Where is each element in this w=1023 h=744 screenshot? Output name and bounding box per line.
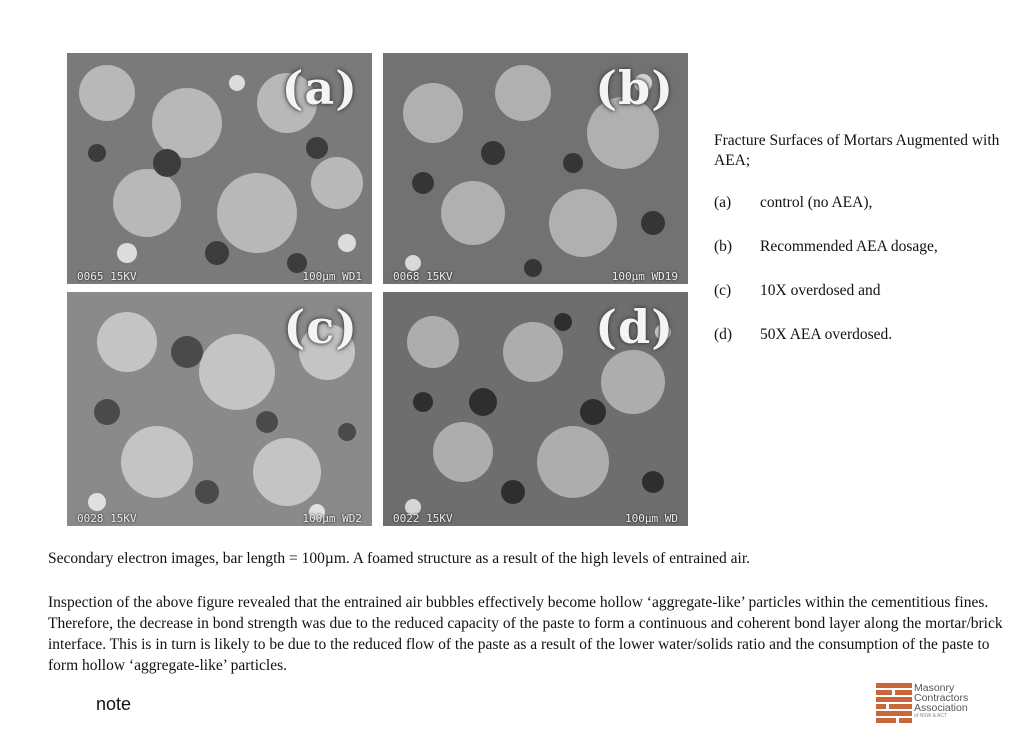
- body-paragraph: Inspection of the above figure revealed that the entrained air bubbles effectively become hollow ‘aggregate-like’ particles within the cementitious fines. Therefore, the decrease in bond strength was due to the reduced capacity of the paste to form a continuous and coherent bond layer along the mortar/brick interface. This is in turn is likely to be due to the reduced flow of the paste as a result of the lower water/solids ratio and the consumption of the paste to form hollow ‘aggregate-like’ particles.: [48, 594, 1003, 674]
- sem-info-left: 0028 15KV: [77, 511, 137, 525]
- sem-info-right: 100µm WD19: [611, 269, 678, 283]
- legend-item: [714, 281, 1004, 301]
- panel-label-b: (b): [595, 61, 674, 115]
- sem-image-c: [67, 292, 372, 526]
- brick-logo-icon: [876, 683, 912, 723]
- sem-image-d: [383, 292, 688, 526]
- sem-info-left: 0022 15KV: [393, 511, 453, 525]
- logo-subline: of NSW & ACT: [914, 713, 948, 719]
- legend-item: [714, 325, 1004, 345]
- sem-info-bar: [67, 268, 372, 284]
- sem-info-bar: [383, 268, 688, 284]
- legend-text: control (no AEA),: [760, 194, 873, 211]
- sem-image-b: [383, 53, 688, 284]
- sem-info-bar: [67, 510, 372, 526]
- logo-line: Association: [914, 702, 968, 714]
- legend-caption: Fracture Surfaces of Mortars Augmented with AEA;: [714, 132, 1000, 169]
- panel-label-d: (d): [595, 300, 674, 354]
- sem-info-left: 0065 15KV: [77, 269, 137, 283]
- legend-text: Recommended AEA dosage,: [760, 238, 938, 255]
- figure-legend: [714, 131, 1004, 369]
- sem-info-right: 100µm WD1: [302, 269, 362, 283]
- sem-image-a: [67, 53, 372, 284]
- logo-line: Masonry: [914, 682, 955, 694]
- sem-info-right: 100µm WD: [625, 511, 678, 525]
- note-label: note: [96, 694, 132, 714]
- legend-key: (d): [714, 326, 733, 343]
- logo-text: [914, 683, 968, 719]
- legend-item: [714, 237, 1004, 257]
- panel-label-a: (a): [281, 61, 358, 115]
- panel-label-c: (c): [283, 300, 358, 354]
- figure-description: Secondary electron images, bar length = 100µm. A foamed structure as a result of the high levels of entrained air.: [48, 550, 751, 567]
- masonry-contractors-logo: [876, 683, 996, 725]
- sem-info-bar: [383, 510, 688, 526]
- logo-line: Contractors: [914, 692, 969, 704]
- legend-key: (a): [714, 194, 732, 211]
- legend-text: 10X overdosed and: [760, 282, 881, 299]
- legend-text: 50X AEA overdosed.: [760, 326, 893, 343]
- legend-key: (c): [714, 282, 732, 299]
- legend-key: (b): [714, 238, 733, 255]
- sem-info-right: 100µm WD2: [302, 511, 362, 525]
- legend-item: [714, 193, 1004, 213]
- sem-info-left: 0068 15KV: [393, 269, 453, 283]
